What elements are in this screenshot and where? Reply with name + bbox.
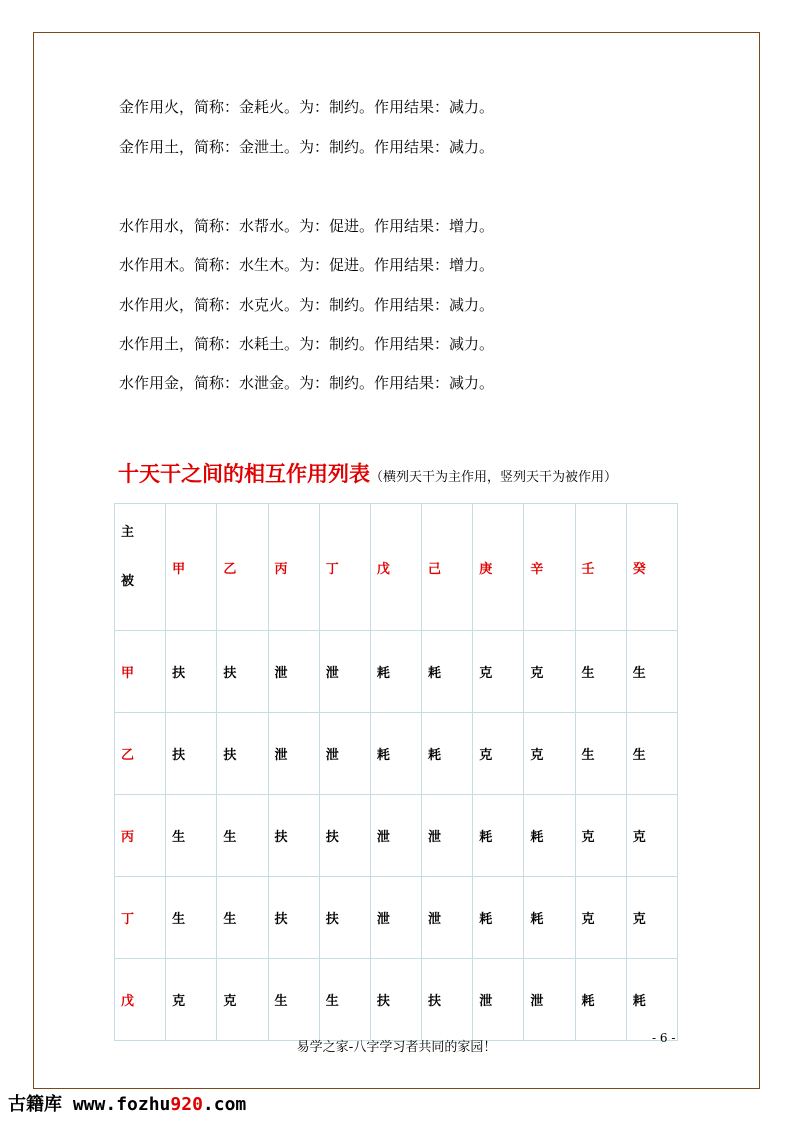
section-heading xyxy=(118,458,617,488)
table-row xyxy=(115,795,678,877)
table-cell: 生 xyxy=(217,877,268,959)
table-cell: 扶 xyxy=(166,631,217,713)
table-cell: 耗 xyxy=(422,713,473,795)
watermark-site-name: 古籍库 xyxy=(8,1094,62,1115)
table-corner-cell xyxy=(115,504,166,631)
table-cell: 耗 xyxy=(524,795,575,877)
section-subtitle: （横列天干为主作用，竖列天干为被作用） xyxy=(370,470,618,485)
table-cell: 克 xyxy=(524,713,575,795)
site-watermark xyxy=(8,1090,246,1116)
table-cell: 克 xyxy=(166,959,217,1041)
row-header: 丁 xyxy=(115,877,166,959)
table-cell: 生 xyxy=(166,877,217,959)
table-cell: 生 xyxy=(166,795,217,877)
paragraph-line: 水作用金，简称：水泄金。为：制约。作用结果：减力。 xyxy=(119,374,495,392)
paragraph-line: 金作用土，简称：金泄土。为：制约。作用结果：减力。 xyxy=(119,138,495,156)
column-header: 乙 xyxy=(217,504,268,631)
page-number: - 6 - xyxy=(652,1031,676,1045)
page-footer: 易学之家-八字学习者共同的家园！ xyxy=(296,1040,497,1055)
table-cell: 扶 xyxy=(370,959,421,1041)
column-header: 戊 xyxy=(370,504,421,631)
table-cell: 泄 xyxy=(319,713,370,795)
table-cell: 生 xyxy=(319,959,370,1041)
table-cell: 扶 xyxy=(422,959,473,1041)
row-header: 乙 xyxy=(115,713,166,795)
table-cell: 泄 xyxy=(268,713,319,795)
paragraph-line: 金作用火，简称：金耗火。为：制约。作用结果：减力。 xyxy=(119,98,495,116)
table-row xyxy=(115,959,678,1041)
watermark-url-suffix: .com xyxy=(202,1094,247,1115)
corner-label-main: 主 xyxy=(121,525,135,540)
table-cell: 泄 xyxy=(422,795,473,877)
table-cell: 克 xyxy=(626,795,677,877)
table-cell: 耗 xyxy=(524,877,575,959)
column-header: 己 xyxy=(422,504,473,631)
table-cell: 生 xyxy=(575,631,626,713)
table-cell: 扶 xyxy=(319,795,370,877)
table-cell: 克 xyxy=(217,959,268,1041)
table-cell: 生 xyxy=(626,713,677,795)
table-row xyxy=(115,713,678,795)
table-cell: 克 xyxy=(626,877,677,959)
row-header: 丙 xyxy=(115,795,166,877)
paragraph-line: 水作用木。简称：水生木。为：促进。作用结果：增力。 xyxy=(119,256,495,274)
table-cell: 扶 xyxy=(217,631,268,713)
table-cell: 耗 xyxy=(422,631,473,713)
table-cell: 耗 xyxy=(575,959,626,1041)
column-header: 壬 xyxy=(575,504,626,631)
watermark-url-prefix: www.fozhu xyxy=(72,1094,171,1115)
row-header: 甲 xyxy=(115,631,166,713)
table-cell: 泄 xyxy=(370,877,421,959)
table-cell: 生 xyxy=(217,795,268,877)
table-cell: 扶 xyxy=(166,713,217,795)
section-title: 十天干之间的相互作用列表 xyxy=(118,462,370,486)
column-header: 甲 xyxy=(166,504,217,631)
table-cell: 耗 xyxy=(626,959,677,1041)
watermark-url-number: 920 xyxy=(170,1094,203,1115)
table-cell: 耗 xyxy=(370,713,421,795)
table-header-row xyxy=(115,504,678,631)
table-cell: 扶 xyxy=(268,877,319,959)
table-cell: 泄 xyxy=(370,795,421,877)
table-cell: 克 xyxy=(575,795,626,877)
table-cell: 耗 xyxy=(473,877,524,959)
table-cell: 泄 xyxy=(268,631,319,713)
table-cell: 泄 xyxy=(422,877,473,959)
row-header: 戊 xyxy=(115,959,166,1041)
table-cell: 泄 xyxy=(524,959,575,1041)
table-cell: 生 xyxy=(268,959,319,1041)
corner-label-passive: 被 xyxy=(121,574,135,589)
paragraph-line: 水作用火，简称：水克火。为：制约。作用结果：减力。 xyxy=(119,296,495,314)
table-cell: 扶 xyxy=(268,795,319,877)
column-header: 辛 xyxy=(524,504,575,631)
table-cell: 扶 xyxy=(217,713,268,795)
table-row xyxy=(115,631,678,713)
column-header: 癸 xyxy=(626,504,677,631)
table-cell: 克 xyxy=(473,631,524,713)
table-cell: 扶 xyxy=(319,877,370,959)
table-cell: 克 xyxy=(524,631,575,713)
column-header: 丁 xyxy=(319,504,370,631)
table-cell: 耗 xyxy=(370,631,421,713)
paragraph-line: 水作用土，简称：水耗土。为：制约。作用结果：减力。 xyxy=(119,335,495,353)
table-cell: 生 xyxy=(626,631,677,713)
table-cell: 耗 xyxy=(473,795,524,877)
table-cell: 生 xyxy=(575,713,626,795)
paragraph-line: 水作用水，简称：水帮水。为：促进。作用结果：增力。 xyxy=(119,217,495,235)
table-cell: 克 xyxy=(575,877,626,959)
stem-interaction-table xyxy=(114,503,678,1041)
table-cell: 克 xyxy=(473,713,524,795)
column-header: 丙 xyxy=(268,504,319,631)
column-header: 庚 xyxy=(473,504,524,631)
table-row xyxy=(115,877,678,959)
table-cell: 泄 xyxy=(473,959,524,1041)
table-cell: 泄 xyxy=(319,631,370,713)
